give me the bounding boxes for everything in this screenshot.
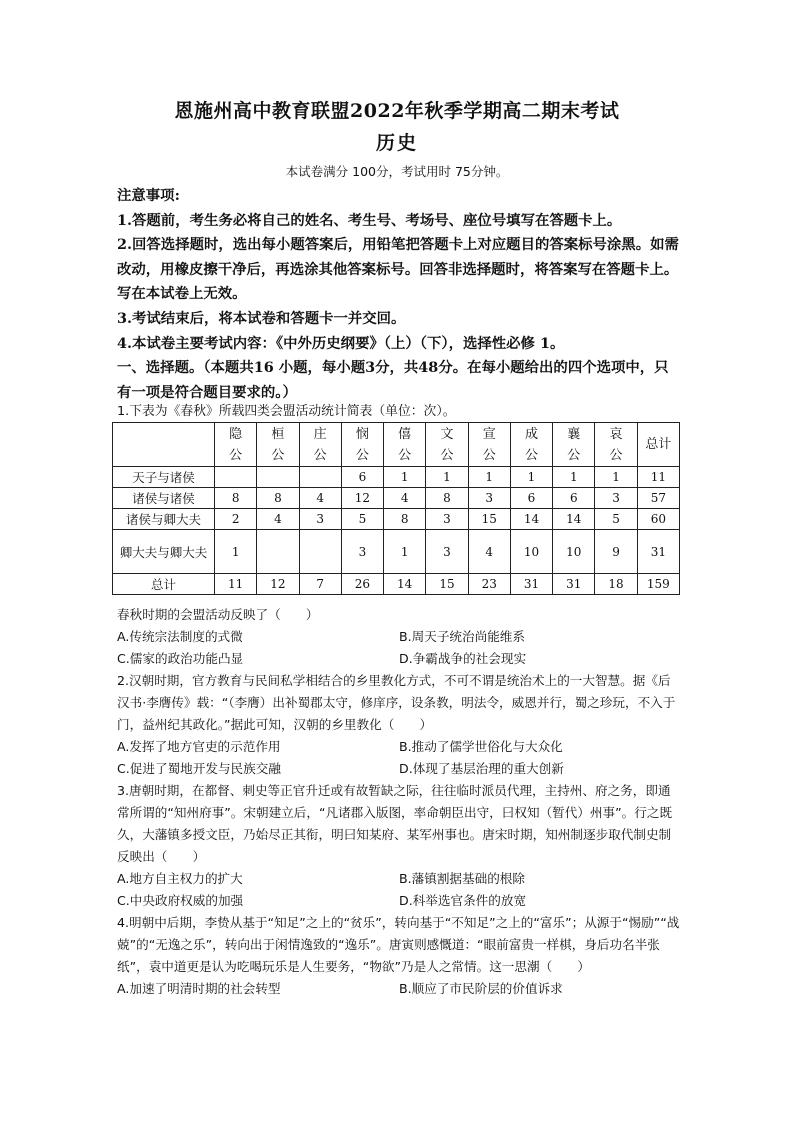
table-row [113,488,680,509]
table-cell: 5 [341,509,383,530]
option-a[interactable]: A.传统宗法制度的式微 [117,629,243,644]
option-row [117,626,682,648]
note-item: 3.考试结束后，将本试卷和答题卡一并交回。 [117,309,406,327]
notes-heading: 注意事项: [117,187,180,204]
question-4-stem: 4.明朝中后期，李贽从基于“知足”之上的“贫乐”，转向基于“不知足”之上的“富乐”；从源于“惕励”“战兢”的“无逸之乐”，转向出于闲情逸致的“逸乐”。唐寅则感慨道：“眼前富贵一样棋，身后功名半张纸”，袁中道更是认为吃喝玩乐是人生要务，“物欲”乃是人之常情。这一思潮（ ） [117,915,680,974]
table-cell [257,530,299,574]
table-cell: 6 [553,488,595,509]
table-cell: 11 [215,574,257,595]
question-3-stem: 3.唐朝时期，在都督、刺史等正官升迁或有故暂缺之际，往往临时派员代理，主持州、府之务，即通常所谓的“知州府事”。宋朝建立后，“凡诸郡入版图，率命朝臣出守，曰权知（暂代）州事”。行之既久，大藩镇多授文臣，乃始尽正其衔，明曰知某府、某军州事也。唐宋时期，知州制逐步取代制史制反映出（ ） [117,783,673,864]
table-cell: 60 [637,509,679,530]
table-cell: 6 [510,488,552,509]
note-item: 1.答题前，考生务必将自己的姓名、考生号、考场号、座位号填写在答题卡上。 [117,211,622,229]
table-cell: 10 [553,530,595,574]
table-cell: 15 [426,574,468,595]
table-row-label: 诸侯与诸侯 [113,488,215,509]
option-c[interactable]: C.儒家的政治功能凸显 [117,651,244,666]
table-header-cell: 哀公 [595,423,637,467]
table-row [113,574,680,595]
table-cell: 15 [468,509,510,530]
notes-section [117,184,682,405]
option-row [117,648,682,670]
exam-meta: 本试卷满分 100分，考试用时 75分钟。 [285,164,509,179]
note-item: 4.本试卷主要考试内容：《中外历史纲要》（上）（下），选择性必修 1。 [117,334,565,352]
table-cell [215,467,257,488]
table-cell: 8 [215,488,257,509]
table-cell: 18 [595,574,637,595]
table-cell: 14 [553,509,595,530]
exam-title: 恩施州高中教育联盟2022年秋季学期高二期末考试 [174,100,620,122]
option-b[interactable]: B.顺应了市民阶层的价值诉求 [399,981,563,996]
table-cell: 31 [510,574,552,595]
table-cell: 1 [553,467,595,488]
table-cell: 57 [637,488,679,509]
option-c[interactable]: C.中央政府权威的加强 [117,893,244,908]
table-cell [299,467,341,488]
option-d[interactable]: D.争霸战争的社会现实 [399,651,527,666]
option-row [117,978,682,1000]
table-cell: 5 [595,509,637,530]
table-row-label: 诸侯与卿大夫 [113,509,215,530]
table-header-cell: 僖公 [384,423,426,467]
option-a[interactable]: A.发挥了地方官吏的示范作用 [117,739,281,754]
table-row [113,467,680,488]
option-d[interactable]: D.科举选官条件的放宽 [399,893,527,908]
table-row-label: 卿大夫与卿大夫 [113,530,215,574]
table-cell: 12 [341,488,383,509]
table-cell: 9 [595,530,637,574]
option-d[interactable]: D.体现了基层治理的重大创新 [399,761,564,776]
question-1-stem: 1.下表为《春秋》所载四类会盟活动统计简表（单位：次）。 [117,404,456,419]
table-cell: 1 [215,530,257,574]
option-a[interactable]: A.加速了明清时期的社会转型 [117,981,281,996]
section-heading: 一、选择题。（本题共16 小题，每小题3分，共48分。在每小题给出的四个选项中，只有一项是符合题目要求的。） [117,359,669,401]
table-cell: 10 [510,530,552,574]
option-b[interactable]: B.推动了儒学世俗化与大众化 [399,739,563,754]
option-row [117,868,682,890]
table-cell: 8 [426,488,468,509]
table-cell: 11 [637,467,679,488]
table-cell: 4 [384,488,426,509]
table-cell [299,530,341,574]
table-cell: 1 [510,467,552,488]
questions-body [117,604,682,1000]
table-row-label: 天子与诸侯 [113,467,215,488]
table-cell: 1 [595,467,637,488]
table-cell: 8 [257,488,299,509]
option-row [117,758,682,780]
option-a[interactable]: A.地方自主权力的扩大 [117,871,243,886]
table-row [113,530,680,574]
table-cell: 14 [384,574,426,595]
table-cell: 23 [468,574,510,595]
table-cell: 1 [426,467,468,488]
table-cell: 3 [595,488,637,509]
table-cell: 8 [384,509,426,530]
table-cell: 3 [468,488,510,509]
table-header-cell: 桓公 [257,423,299,467]
table-cell: 3 [299,509,341,530]
table-cell [257,467,299,488]
table-header-cell: 悯公 [341,423,383,467]
table-cell: 31 [553,574,595,595]
table-header-cell: 襄公 [553,423,595,467]
option-b[interactable]: B.藩镇割据基础的根除 [399,871,525,886]
option-row [117,736,682,758]
table-cell: 4 [299,488,341,509]
alliance-stats-table [112,422,680,595]
table-cell: 4 [257,509,299,530]
table-cell: 2 [215,509,257,530]
table-cell: 7 [299,574,341,595]
table-row-label: 总计 [113,574,215,595]
table-header-cell: 成公 [510,423,552,467]
table-cell: 26 [341,574,383,595]
table-cell: 1 [384,530,426,574]
table-cell: 3 [341,530,383,574]
table-cell: 3 [426,509,468,530]
table-cell: 3 [426,530,468,574]
table-cell: 4 [468,530,510,574]
option-b[interactable]: B.周天子统治尚能维系 [399,629,525,644]
question-1-prompt: 春秋时期的会盟活动反映了（ ） [117,607,319,622]
table-cell: 1 [468,467,510,488]
note-item: 2.回答选择题时，选出每小题答案后，用铅笔把答题卡上对应题目的答案标号涂黑。如需改动，用橡皮擦干净后，再选涂其他答案标号。回答非选择题时，将答案写在答题卡上。写在本试卷上无效。 [117,236,679,303]
table-cell: 6 [341,467,383,488]
table-row [113,509,680,530]
table-header-cell: 宣公 [468,423,510,467]
option-c[interactable]: C.促进了蜀地开发与民族交融 [117,761,281,776]
table-cell: 14 [510,509,552,530]
table-header-cell: 文公 [426,423,468,467]
table-header-row [113,423,680,467]
table-cell: 159 [637,574,679,595]
table-header-cell: 庄公 [299,423,341,467]
table-cell: 1 [384,467,426,488]
exam-subject: 历史 [375,132,418,154]
option-row [117,890,682,912]
question-2-stem: 2.汉朝时期，官方教育与民间私学相结合的乡里教化方式，不可不谓是统治术上的一大智慧。据《后汉书·李膺传》载：“（李膺）出补蜀郡太守，修庠序，设条教，明法令，威恩并行，蜀之珍玩，不入于门，益州纪其政化。”据此可知，汉朝的乡里教化（ ） [117,673,676,732]
table-cell: 12 [257,574,299,595]
table-header-cell [113,423,215,467]
table-header-cell: 隐公 [215,423,257,467]
table-cell: 31 [637,530,679,574]
table-header-cell: 总计 [637,423,679,467]
